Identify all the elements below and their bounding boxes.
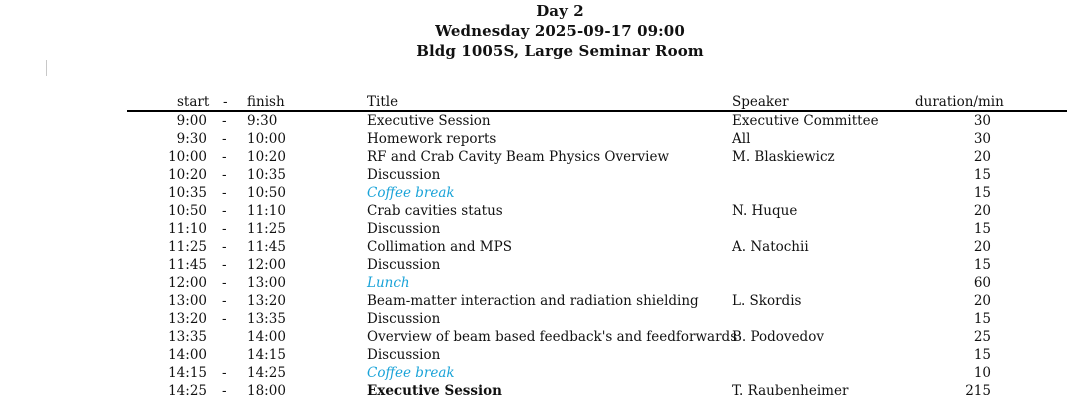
finish-time: 11:45 xyxy=(247,239,286,255)
duration-minutes: 25 xyxy=(973,329,991,345)
speaker-name: Executive Committee xyxy=(732,113,879,129)
session-title: Overview of beam based feedback's and feedforwards xyxy=(367,329,738,345)
start-time: 13:35 xyxy=(168,329,207,345)
session-title: Coffee break xyxy=(367,365,455,381)
session-title: Executive Session xyxy=(367,113,491,129)
session-title: Crab cavities status xyxy=(367,203,503,219)
start-time: 11:45 xyxy=(168,257,207,273)
session-title: Beam-matter interaction and radiation shielding xyxy=(367,293,699,309)
time-separator: - xyxy=(222,293,227,309)
column-header-title: Title xyxy=(367,94,399,110)
time-separator: - xyxy=(222,113,227,129)
time-separator: - xyxy=(222,149,227,165)
start-time: 11:10 xyxy=(168,221,207,237)
duration-minutes: 15 xyxy=(973,347,991,363)
finish-time: 10:35 xyxy=(247,167,286,183)
column-header-finish: finish xyxy=(247,94,285,110)
speaker-name: A. Natochii xyxy=(732,239,809,255)
table-row xyxy=(0,329,1067,347)
location-heading: Bldg 1005S, Large Seminar Room xyxy=(416,42,704,60)
start-time: 12:00 xyxy=(168,275,207,291)
finish-time: 9:30 xyxy=(247,113,278,129)
duration-minutes: 60 xyxy=(973,275,991,291)
duration-minutes: 30 xyxy=(973,131,991,147)
time-separator: - xyxy=(222,167,227,183)
text-cursor xyxy=(46,60,47,76)
finish-time: 18:00 xyxy=(247,383,286,399)
session-title: Executive Session xyxy=(367,383,502,399)
duration-minutes: 15 xyxy=(973,167,991,183)
table-row xyxy=(0,149,1067,167)
session-title: Discussion xyxy=(367,221,441,237)
table-row xyxy=(0,293,1067,311)
speaker-name: L. Skordis xyxy=(732,293,802,309)
speaker-name: B. Podovedov xyxy=(732,329,824,345)
finish-time: 10:20 xyxy=(247,149,286,165)
start-time: 10:35 xyxy=(168,185,207,201)
duration-minutes: 215 xyxy=(965,383,991,399)
finish-time: 14:15 xyxy=(247,347,286,363)
duration-minutes: 20 xyxy=(973,203,991,219)
time-separator: - xyxy=(222,203,227,219)
session-title: Discussion xyxy=(367,347,441,363)
column-header-speaker: Speaker xyxy=(732,94,789,110)
duration-minutes: 10 xyxy=(973,365,991,381)
table-row xyxy=(0,347,1067,365)
date-time-heading: Wednesday 2025-09-17 09:00 xyxy=(435,22,685,40)
table-row xyxy=(0,221,1067,239)
column-header-start: start xyxy=(177,94,210,110)
table-row xyxy=(0,203,1067,221)
time-separator: - xyxy=(222,239,227,255)
speaker-name: T. Raubenheimer xyxy=(732,383,849,399)
duration-minutes: 30 xyxy=(973,113,991,129)
time-separator: - xyxy=(222,365,227,381)
start-time: 14:25 xyxy=(168,383,207,399)
table-row xyxy=(0,113,1067,131)
speaker-name: N. Huque xyxy=(732,203,798,219)
start-time: 14:00 xyxy=(168,347,207,363)
duration-minutes: 15 xyxy=(973,257,991,273)
time-separator: - xyxy=(222,185,227,201)
session-title: Collimation and MPS xyxy=(367,239,512,255)
day-heading: Day 2 xyxy=(536,2,584,20)
time-separator: - xyxy=(222,131,227,147)
session-title: RF and Crab Cavity Beam Physics Overview xyxy=(367,149,670,165)
table-row xyxy=(0,239,1067,257)
table-row xyxy=(0,257,1067,275)
table-row xyxy=(0,383,1067,401)
start-time: 14:15 xyxy=(168,365,207,381)
table-row xyxy=(0,311,1067,329)
duration-minutes: 15 xyxy=(973,221,991,237)
duration-minutes: 15 xyxy=(973,185,991,201)
duration-minutes: 20 xyxy=(973,149,991,165)
header-rule xyxy=(127,110,1067,112)
table-row xyxy=(0,185,1067,203)
start-time: 9:30 xyxy=(176,131,207,147)
duration-minutes: 20 xyxy=(973,239,991,255)
finish-time: 14:25 xyxy=(247,365,286,381)
session-title: Discussion xyxy=(367,167,441,183)
table-row xyxy=(0,131,1067,149)
start-time: 13:00 xyxy=(168,293,207,309)
session-title: Lunch xyxy=(367,275,410,291)
session-title: Coffee break xyxy=(367,185,455,201)
duration-minutes: 20 xyxy=(973,293,991,309)
time-separator: - xyxy=(222,221,227,237)
finish-time: 11:10 xyxy=(247,203,286,219)
session-title: Discussion xyxy=(367,257,441,273)
start-time: 10:00 xyxy=(168,149,207,165)
time-separator: - xyxy=(222,311,227,327)
time-separator: - xyxy=(222,275,227,291)
table-row xyxy=(0,365,1067,383)
duration-minutes: 15 xyxy=(973,311,991,327)
time-separator: - xyxy=(222,257,227,273)
start-time: 11:25 xyxy=(168,239,207,255)
finish-time: 13:00 xyxy=(247,275,286,291)
start-time: 13:20 xyxy=(168,311,207,327)
table-row xyxy=(0,167,1067,185)
speaker-name: M. Blaskiewicz xyxy=(732,149,835,165)
finish-time: 11:25 xyxy=(247,221,286,237)
finish-time: 10:00 xyxy=(247,131,286,147)
finish-time: 14:00 xyxy=(247,329,286,345)
speaker-name: All xyxy=(732,131,751,147)
start-time: 10:50 xyxy=(168,203,207,219)
session-title: Homework reports xyxy=(367,131,497,147)
finish-time: 13:35 xyxy=(247,311,286,327)
finish-time: 12:00 xyxy=(247,257,286,273)
finish-time: 10:50 xyxy=(247,185,286,201)
start-time: 10:20 xyxy=(168,167,207,183)
finish-time: 13:20 xyxy=(247,293,286,309)
table-row xyxy=(0,275,1067,293)
session-title: Discussion xyxy=(367,311,441,327)
column-header-duration: duration/min xyxy=(915,94,1004,110)
start-time: 9:00 xyxy=(176,113,207,129)
time-separator: - xyxy=(222,383,227,399)
column-header-dash: - xyxy=(223,94,228,110)
